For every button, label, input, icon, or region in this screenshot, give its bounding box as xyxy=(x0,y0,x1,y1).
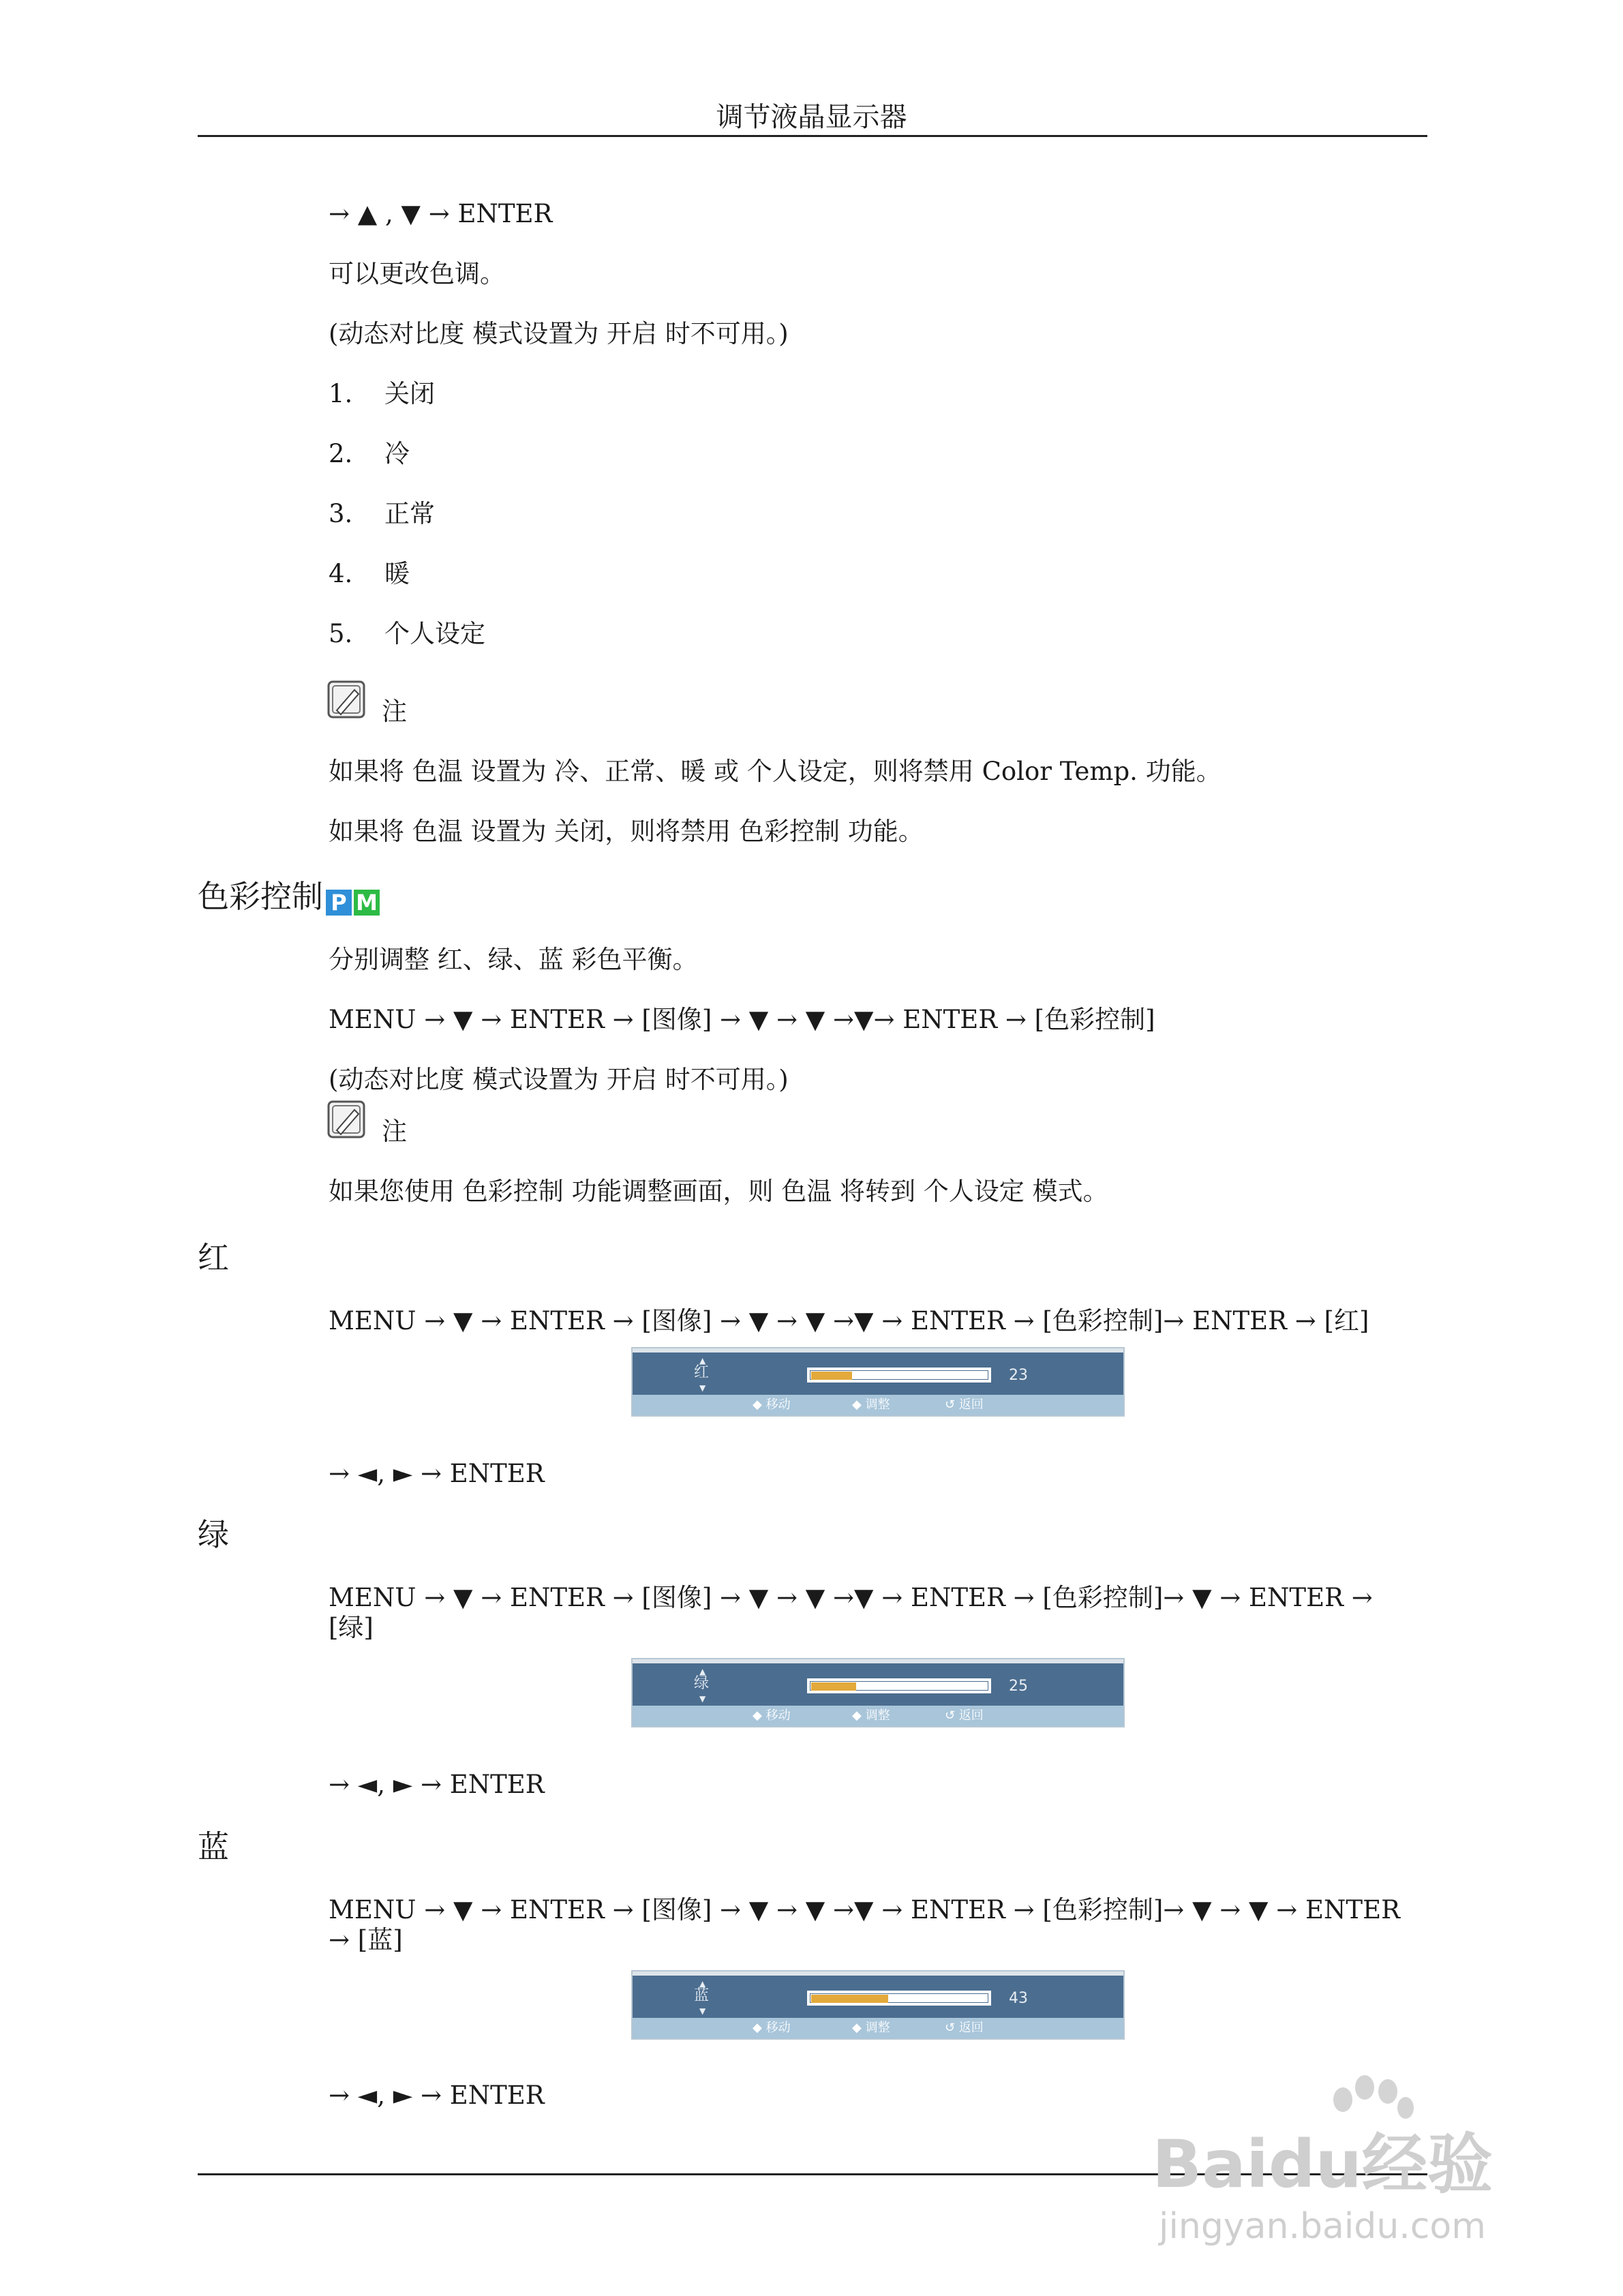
list-item-label: 暖 xyxy=(384,559,410,588)
osd-panel xyxy=(633,1353,1123,1395)
osd-bar-fill xyxy=(811,1372,852,1380)
note-text-line: 如果将 色温 设置为 关闭，则将禁用 色彩控制 功能。 xyxy=(329,817,924,846)
note-text-line: 如果您使用 色彩控制 功能调整画面，则 色温 将转到 个人设定 模式。 xyxy=(329,1177,1108,1206)
osd-value: 43 xyxy=(1009,1990,1028,2007)
blue-adjust-path: → ◄, ► → ENTER xyxy=(329,2081,545,2110)
green-adjust-path: → ◄, ► → ENTER xyxy=(329,1770,545,1799)
section-heading-color-control xyxy=(198,878,382,918)
list-item-label: 关闭 xyxy=(384,379,435,408)
list-item-number: 4. xyxy=(329,559,353,588)
osd-label: 绿 xyxy=(694,1675,710,1692)
note-icon xyxy=(327,1100,368,1140)
note-label: 注 xyxy=(382,1117,407,1146)
list-item xyxy=(329,499,435,529)
down-arrow-icon: ▼ xyxy=(699,1694,706,1704)
osd-footer-adjust: ◆ 调整 xyxy=(852,1398,890,1412)
osd-value: 23 xyxy=(1009,1367,1028,1384)
badge-p: P xyxy=(326,890,352,916)
osd-level-bar[interactable] xyxy=(807,1368,991,1383)
section-heading-red: 红 xyxy=(198,1239,229,1276)
list-item xyxy=(329,379,435,409)
pm-badge xyxy=(326,881,382,918)
green-nav-path-cont: [绿] xyxy=(329,1613,374,1642)
header-rule xyxy=(198,135,1427,137)
osd-panel xyxy=(633,1976,1123,2018)
section-heading-text: 色彩控制 xyxy=(198,878,323,915)
osd-footer-back: ↺ 返回 xyxy=(945,2021,984,2035)
osd-bar-fill xyxy=(811,1682,856,1691)
osd-footer-move: ◆ 移动 xyxy=(753,1708,791,1723)
up-arrow-icon: ▲ xyxy=(699,1979,706,1989)
osd-footer-back: ↺ 返回 xyxy=(945,1398,984,1412)
list-item-label: 正常 xyxy=(384,499,435,528)
osd-label: 红 xyxy=(694,1364,710,1381)
watermark-brand: Baidu经验 xyxy=(1152,2126,1493,2203)
blue-nav-path-cont: → [蓝] xyxy=(329,1925,403,1954)
osd-level-bar[interactable] xyxy=(807,1678,991,1693)
note-text-line: 如果将 色温 设置为 冷、正常、暖 或 个人设定，则将禁用 Color Temp. 功能。 xyxy=(329,757,1222,786)
paw-icon xyxy=(1322,2072,1418,2127)
intro-description: 可以更改色调。 xyxy=(329,259,505,288)
osd-blue-slider xyxy=(631,1970,1125,2040)
note-icon xyxy=(327,680,368,720)
section-heading-green: 绿 xyxy=(198,1516,229,1553)
list-item xyxy=(329,619,485,649)
osd-red-slider xyxy=(631,1347,1125,1417)
up-arrow-icon: ▲ xyxy=(699,1667,706,1676)
baidu-watermark xyxy=(1152,2072,1534,2250)
color-control-disabled-note: (动态对比度 模式设置为 开启 时不可用。) xyxy=(329,1065,789,1094)
osd-footer xyxy=(633,2018,1123,2038)
badge-m: M xyxy=(354,890,380,916)
list-item-number: 1. xyxy=(329,379,353,408)
osd-label: 蓝 xyxy=(694,1987,710,2004)
section-heading-blue: 蓝 xyxy=(198,1828,229,1865)
osd-bar-fill xyxy=(811,1995,888,2003)
down-arrow-icon: ▼ xyxy=(699,2006,706,2016)
page-header-title: 调节液晶显示器 xyxy=(716,102,907,133)
osd-level-bar[interactable] xyxy=(807,1991,991,2006)
watermark-url: jingyan.baidu.com xyxy=(1159,2206,1486,2247)
red-nav-path: MENU → ▼ → ENTER → [图像] → ▼ → ▼ →▼ → ENTER → [色彩控制]→ ENTER → [红] xyxy=(329,1306,1369,1335)
list-item-label: 个人设定 xyxy=(384,619,485,648)
red-adjust-path: → ◄, ► → ENTER xyxy=(329,1459,545,1488)
osd-footer xyxy=(633,1395,1123,1415)
osd-panel xyxy=(633,1663,1123,1706)
osd-footer-adjust: ◆ 调整 xyxy=(852,1708,890,1723)
list-item xyxy=(329,559,410,589)
color-control-nav-path: MENU → ▼ → ENTER → [图像] → ▼ → ▼ →▼→ ENTER → [色彩控制] xyxy=(329,1005,1155,1034)
intro-nav-path: → ▲ , ▼ → ENTER xyxy=(329,199,553,228)
intro-disabled-note: (动态对比度 模式设置为 开启 时不可用。) xyxy=(329,319,789,348)
list-item-number: 2. xyxy=(329,439,353,468)
osd-footer-back: ↺ 返回 xyxy=(945,1708,984,1723)
osd-footer-move: ◆ 移动 xyxy=(753,2021,791,2035)
osd-green-slider xyxy=(631,1658,1125,1727)
list-item-number: 5. xyxy=(329,619,353,648)
osd-footer xyxy=(633,1706,1123,1726)
osd-footer-move: ◆ 移动 xyxy=(753,1398,791,1412)
blue-nav-path: MENU → ▼ → ENTER → [图像] → ▼ → ▼ →▼ → ENTER → [色彩控制]→ ▼ → ▼ → ENTER xyxy=(329,1895,1400,1924)
list-item-number: 3. xyxy=(329,499,353,528)
osd-value: 25 xyxy=(1009,1678,1028,1695)
list-item xyxy=(329,439,410,469)
green-nav-path: MENU → ▼ → ENTER → [图像] → ▼ → ▼ →▼ → ENTER → [色彩控制]→ ▼ → ENTER → xyxy=(329,1583,1373,1612)
osd-footer-adjust: ◆ 调整 xyxy=(852,2021,890,2035)
color-control-description: 分别调整 红、绿、蓝 彩色平衡。 xyxy=(329,945,698,974)
down-arrow-icon: ▼ xyxy=(699,1383,706,1393)
list-item-label: 冷 xyxy=(384,439,410,468)
up-arrow-icon: ▲ xyxy=(699,1356,706,1365)
note-label: 注 xyxy=(382,697,407,726)
